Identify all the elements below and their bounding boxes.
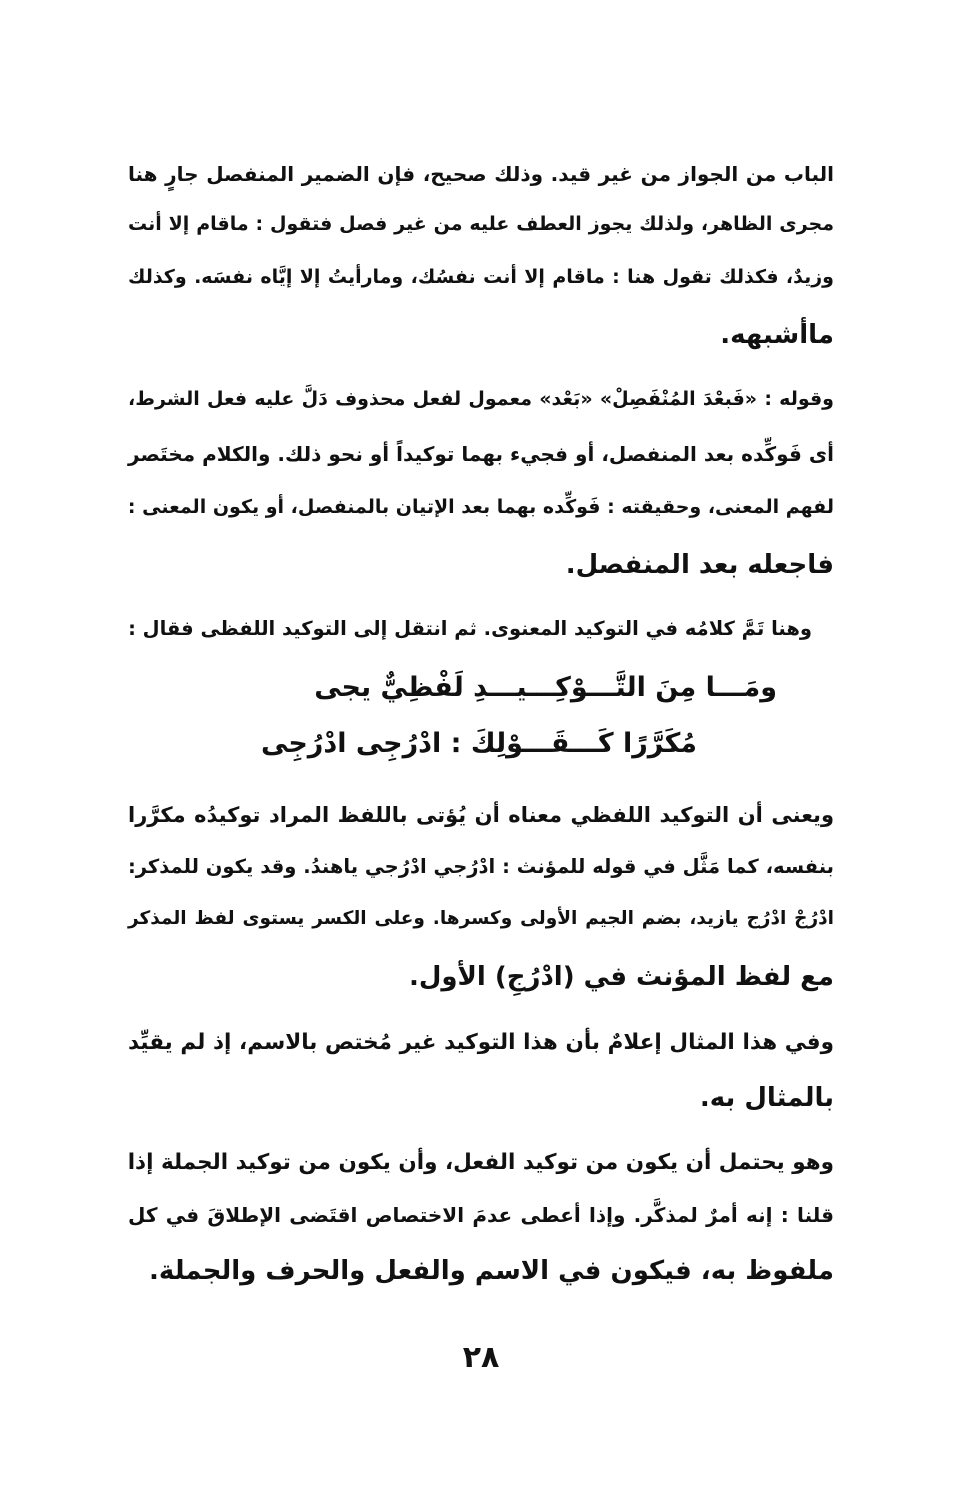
text-line: ادْرُجْ ادْرُج يازيد، بضم الجيم الأولى وكسرها. وعلى الكسر يستوى لفظ المذكر bbox=[128, 908, 834, 929]
text-line: وقوله : «فَبعْدَ المُنْفَصِلْ» «بَعْد» معمول لفعل محذوف دَلَّ عليه فعل الشرط، bbox=[128, 388, 834, 410]
text-line: الباب من الجواز من غير قيد. وذلك صحيح، فإن الضمير المنفصل جارٍ هنا bbox=[128, 162, 834, 186]
text-line: وهنا تَمَّ كلامُه في التوكيد المعنوى. ثم انتقل إلى التوكيد اللفظى فقال : bbox=[128, 617, 812, 640]
text-line: قلنا : إنه أمرٌ لمذكَّر. وإذا أعطى عدمَ الاختصاص اقتَضى الإطلاقَ في كل bbox=[128, 1203, 834, 1227]
text-line: بالمثال به. bbox=[699, 1083, 834, 1113]
text-line: لفهم المعنى، وحقيقته : فَوكِّده بهما بعد الإتيان بالمنفصل، أو يكون المعنى : bbox=[127, 496, 834, 518]
verse-line-1: ومَـــا مِنَ التَّـــوْكِـــيـــدِ لَفْظِيٌّ يجى bbox=[314, 672, 777, 703]
text-line: وفي هذا المثال إعلامٌ بأن هذا التوكيد غير مُختص بالاسم، إذ لم يقيِّد bbox=[128, 1030, 834, 1055]
text-line: أى فَوكِّده بعد المنفصل، أو فجيء بهما توكيداً أو نحو ذلك. والكلام مختَصر bbox=[128, 442, 834, 466]
text-line: ملفوظ به، فيكون في الاسم والفعل والحرف والجملة. bbox=[149, 1256, 834, 1286]
text-line: وهو يحتمل أن يكون من توكيد الفعل، وأن يكون من توكيد الجملة إذا bbox=[127, 1150, 834, 1175]
verse-line-2: مُكَرَّرًا كَـــقَـــوْلِكَ : ادْرُجِى ادْرُجِى bbox=[261, 728, 697, 759]
text-line: بنفسه، كما مَثَّل في قوله للمؤنث : ادْرُجي ادْرُجي ياهندُ. وقد يكون للمذكر: bbox=[128, 855, 834, 878]
text-line: ويعنى أن التوكيد اللفظي معناه أن يُؤتى باللفظ المراد توكيدُه مكرَّرا bbox=[128, 803, 834, 827]
text-line: مع لفظ المؤنث في (ادْرُجِ) الأول. bbox=[408, 962, 834, 992]
text-line: فاجعله بعد المنفصل. bbox=[565, 550, 834, 580]
text-line: مجرى الظاهر، ولذلك يجوز العطف عليه من غير فصل فتقول : ماقام إلا أنت bbox=[128, 213, 834, 235]
text-line: وزيدٌ، فكذلك تقول هنا : ماقام إلا أنت نفسُك، ومارأيتُ إلا إيَّاه نفسَه. وكذلك bbox=[128, 266, 834, 288]
page-number: ٢٨ bbox=[462, 1340, 500, 1375]
text-line: ماأشبهه. bbox=[720, 320, 834, 350]
